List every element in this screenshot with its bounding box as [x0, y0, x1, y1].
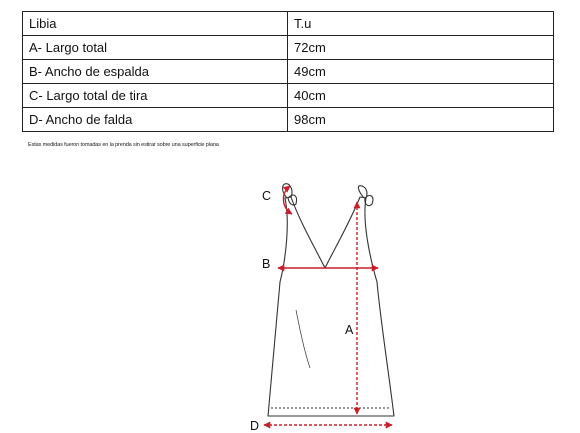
row-value: 72cm	[288, 36, 554, 60]
measurement-note: Estas medidas fueron tomadas en la prenda sin estirar sobre una superficie plana	[28, 142, 219, 148]
row-label: D- Ancho de falda	[23, 108, 288, 132]
label-c: C	[262, 189, 272, 203]
label-b: B	[262, 257, 271, 271]
measurement-lines	[264, 186, 392, 425]
row-label: B- Ancho de espalda	[23, 60, 288, 84]
measure-c-line	[283, 186, 292, 214]
dress-outline	[268, 184, 394, 416]
row-label: A- Largo total	[23, 36, 288, 60]
header-value: T.u	[288, 12, 554, 36]
header-label: Libia	[23, 12, 288, 36]
row-value: 40cm	[288, 84, 554, 108]
label-a: A	[345, 323, 354, 337]
row-value: 98cm	[288, 108, 554, 132]
label-d: D	[250, 419, 260, 433]
row-label: C- Largo total de tira	[23, 84, 288, 108]
row-value: 49cm	[288, 60, 554, 84]
